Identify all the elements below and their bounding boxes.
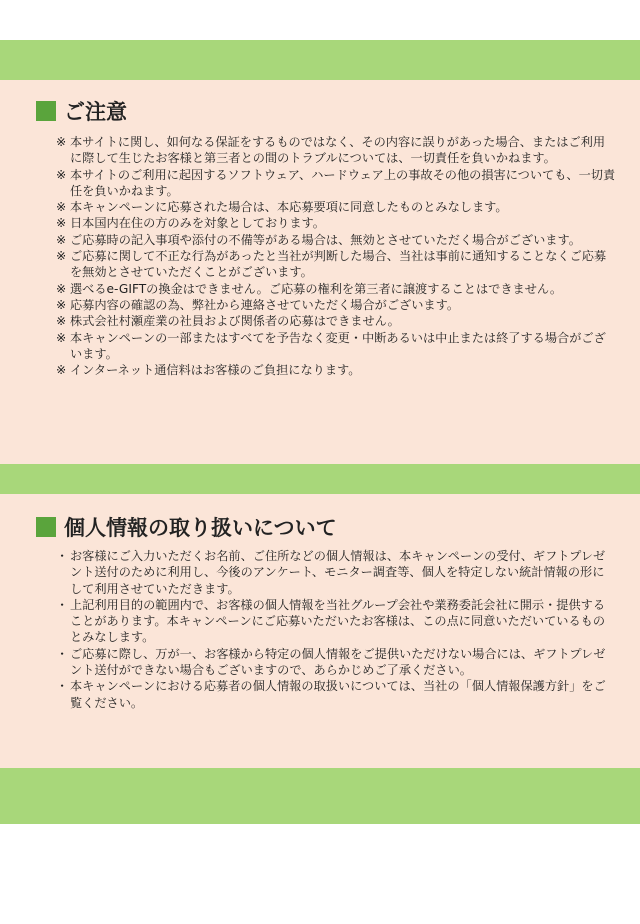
caution-item: ※ ご応募に関して不正な行為があったと当社が判断した場合、当社は事前に通知することなくご応募を無効とさせていただくことがございます。: [56, 248, 616, 281]
privacy-title: 個人情報の取り扱いについて: [64, 516, 337, 540]
heading-square-icon: [36, 517, 56, 537]
privacy-item: ・ 本キャンペーンにおける応募者の個人情報の取扱いについては、当社の「個人情報保護方針」をご覧ください。: [56, 678, 616, 711]
privacy-item: ・ ご応募に際し、万が一、お客様から特定の個人情報をご提供いただけない場合には、ギフトプレゼント送付ができない場合もございますので、あらかじめご了承ください。: [56, 646, 616, 679]
middle-band: [0, 464, 640, 494]
caution-item: ※ 応募内容の確認の為、弊社から連絡させていただく場合がございます。: [56, 297, 616, 313]
privacy-item: ・ お客様にご入力いただくお名前、ご住所などの個人情報は、本キャンペーンの受付、ギフトプレゼント送付のために利用し、今後のアンケート、モニター調査等、個人を特定しない統計情報の形にして利用させていただきます。: [56, 548, 616, 597]
caution-item: ※ 株式会社村瀬産業の社員および関係者の応募はできません。: [56, 313, 616, 329]
caution-item: ※ 選べるe-GIFTの換金はできません。ご応募の権利を第三者に譲渡することはできません。: [56, 281, 616, 297]
caution-title: ご注意: [64, 100, 127, 124]
bottom-band: [0, 768, 640, 824]
privacy-heading: [36, 512, 337, 542]
caution-item: ※ ご応募時の記入事項や添付の不備等がある場合は、無効とさせていただく場合がございます。: [56, 232, 616, 248]
caution-item: ※ 日本国内在住の方のみを対象としております。: [56, 215, 616, 231]
top-band: [0, 40, 640, 80]
caution-item: ※ インターネット通信料はお客様のご負担になります。: [56, 362, 616, 378]
caution-list: [56, 134, 616, 378]
privacy-list: [56, 548, 616, 711]
privacy-item: ・ 上記利用目的の範囲内で、お客様の個人情報を当社グループ会社や業務委託会社に開示・提供することがあります。本キャンペーンにご応募いただいたお客様は、この点に同意いただいているものとみなします。: [56, 597, 616, 646]
caution-heading: [36, 96, 127, 126]
heading-square-icon: [36, 101, 56, 121]
caution-item: ※ 本キャンペーンの一部またはすべてを予告なく変更・中断あるいは中止または終了する場合がございます。: [56, 330, 616, 363]
caution-item: ※ 本サイトに関し、如何なる保証をするものではなく、その内容に誤りがあった場合、またはご利用に際して生じたお客様と第三者との間のトラブルについては、一切責任を負いかねます。: [56, 134, 616, 167]
caution-item: ※ 本サイトのご利用に起因するソフトウェア、ハードウェア上の事故その他の損害についても、一切責任を負いかねます。: [56, 167, 616, 200]
caution-item: ※ 本キャンペーンに応募された場合は、本応募要項に同意したものとみなします。: [56, 199, 616, 215]
